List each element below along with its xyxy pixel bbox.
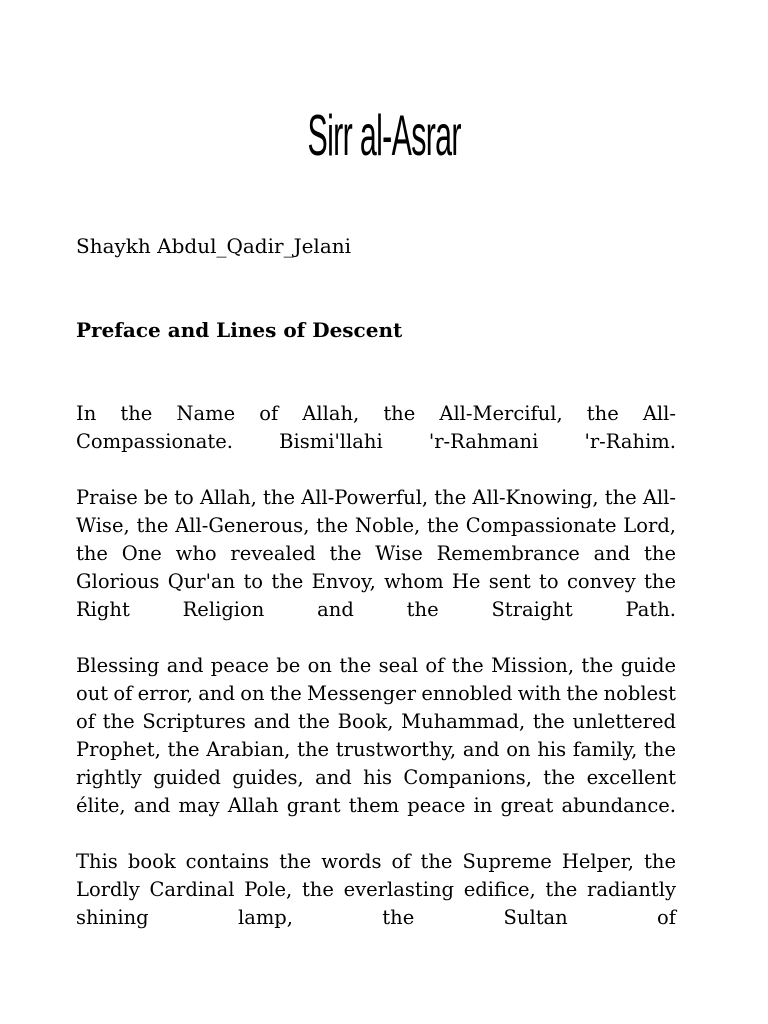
document-title	[0, 90, 768, 168]
paragraph: Blessing and peace be on the seal of the Mission, the guide out of error, and on the Messenger ennobled with the noblest of the Scriptures and the Book, Muhammad, the unlettered Prophet, the Arabian, the trustworthy, and on his family, the rightly guided guides, and his Companions, the excellent élite, and may Allah grant them peace in great abundance.	[76, 654, 676, 817]
paragraph: In the Name of Allah, the All-Merciful, the All-Compassionate. Bismi'llahi 'r-Rahmani 'r-Rahim.	[76, 402, 676, 453]
paragraph: Praise be to Allah, the All-Powerful, the All-Knowing, the All-Wise, the All-Generous, the Noble, the Compassionate Lord, the One who revealed the Wise Remembrance and the Glorious Qur'an to the Envoy, whom He sent to convey the Right Religion and the Straight Path.	[76, 486, 676, 621]
paragraph: This book contains the words of the Supreme Helper, the Lordly Cardinal Pole, the everlasting edifice, the radiantly shining lamp, the Sultan of	[76, 850, 676, 929]
author-name: Shaykh Abdul_Qadir_Jelani	[76, 234, 352, 258]
body-text	[76, 400, 676, 960]
section-heading: Preface and Lines of Descent	[76, 318, 403, 342]
document-title-text: Sirr al-Asrar	[307, 102, 461, 168]
